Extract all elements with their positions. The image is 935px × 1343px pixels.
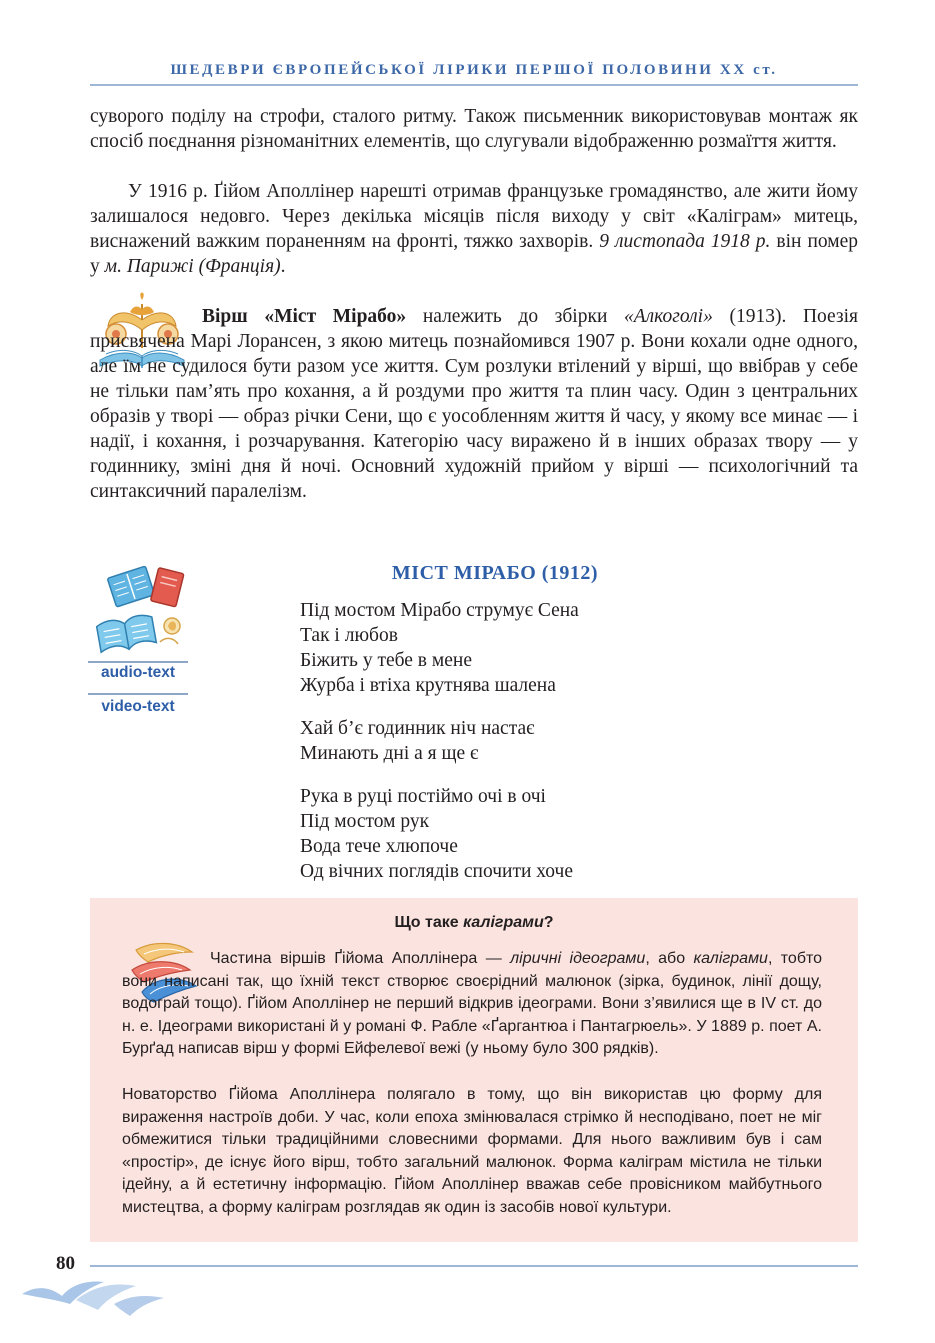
video-text-link[interactable]: video-text bbox=[101, 698, 175, 715]
running-head: ШЕДЕВРИ ЄВРОПЕЙСЬКОЇ ЛІРИКИ ПЕРШОЇ ПОЛОВИНИ XX ст. bbox=[170, 62, 778, 78]
poem-line: Вода тече хлюпоче bbox=[300, 836, 458, 857]
intro-paragraph-2: У 1916 р. Ґійом Аполлінер нарешті отримав французьке громадянство, але жити йому залишалося недовго. Через декілька місяців після виходу у світ «Каліграм» митець, виснажений важким пораненням на фронті, тяжко захворів. 9 листопада 1918 р. він помер у м. Парижі (Франція). bbox=[90, 181, 859, 277]
poem-line: Од вічних поглядів спочити хоче bbox=[300, 861, 573, 882]
video-link-rule bbox=[88, 693, 188, 695]
death-place: м. Парижі (Франція) bbox=[104, 256, 281, 277]
intro-paragraph-1: суворого поділу на строфи, сталого ритму. Також письменник використовував монтаж як спосіб поєднання різноманітних елементів, що слугували відображенню розмаїття життя. bbox=[90, 106, 858, 152]
poem-stanza-3 bbox=[300, 784, 573, 884]
poem-line: Під мостом Мірабо струмує Сена bbox=[300, 600, 579, 621]
poem-line: Хай б’є годинник ніч настає bbox=[300, 718, 535, 739]
about-poem-paragraph: Вірш «Міст Мірабо» належить до збірки «Алкоголі» (1913). Поезія присвячена Марі Лорансен, з якою митець познайомився 1907 р. Вони кохали одне одного, але їм не судилося бути разом усе життя. Сум розлуки втілений у вірші, що ввібрав у себе не тільки пам’ять про кохання, а й роздуми про життя та плин часу. Один з центральних образів у творі — образ річки Сени, що є уособленням життя й часу, у якому все минає — і надії, і кохання, і розчарування. Категорію часу виражено й в інших образах твору — у годиннику, зміні дня й ночі. Основний художній прийом у вірші — психологічний та синтаксичний паралелізм. bbox=[90, 306, 859, 502]
page-number: 80 bbox=[56, 1253, 75, 1274]
poem-line: Біжить у тебе в мене bbox=[300, 650, 472, 671]
info-box-paragraph-1: Частина віршів Ґійома Аполлінера — ліричні ідеограми, або каліграми, тобто вони написані так, що їхній текст створює своєрідний малюнок (зірка, будинок, лінії дощу, водограй тощо). Ґійом Аполлінер не перший відкрив ідеограми. Вони з’явилися ще в IV ст. до н. е. Ідеограми використані й у романі Ф. Рабле «Ґаргантюа і Пантагрюель». У 1889 р. поет А. Бурґад написав вірш у формі Ейфелевої вежі (у ньому було 300 рядків). bbox=[122, 950, 823, 1057]
footer-rule bbox=[90, 1265, 858, 1267]
poem-line: Під мостом рук bbox=[300, 811, 430, 832]
poem-stanza-2 bbox=[300, 716, 535, 766]
header-rule bbox=[90, 84, 858, 86]
audio-text-link[interactable]: audio-text bbox=[100, 664, 176, 681]
poem-line: Журба і втіха крутнява шалена bbox=[300, 675, 556, 696]
poem-line: Рука в руці постіймо очі в очі bbox=[300, 786, 546, 807]
info-box-title: Що таке каліграми? bbox=[394, 914, 554, 931]
flying-birds-icon bbox=[18, 1270, 168, 1318]
poem-stanza-1 bbox=[300, 598, 579, 698]
poem-name-lead: Вірш «Міст Мірабо» bbox=[202, 306, 407, 327]
books-icon bbox=[90, 562, 190, 658]
poem-line: Так і любов bbox=[300, 625, 398, 646]
collection-name: «Алкоголі» bbox=[624, 306, 713, 327]
audio-link-rule bbox=[88, 661, 188, 663]
death-date: 9 листопада 1918 р. bbox=[599, 231, 771, 252]
poem-line: Минають дні а я ще є bbox=[300, 743, 479, 764]
calligrams-info-box bbox=[90, 898, 858, 1242]
info-box-paragraph-2: Новаторство Ґійома Аполлінера полягало в тому, що він використав цю форму для вираження настроїв доби. У час, коли епоха змінювалася стрімко й несподівано, поет не міг обмежитися тільки традиційними словесними формами. Для нього важливим був і сам «простір», де існує його вірш, тобто загальний малюнок. Форма каліграм містила не тільки ідейну, а й естетичну інформацію. Ґійом Аполлінер вважав себе провісником майбутнього мистецтва, а форму каліграм розглядав як один із засобів нової культури. bbox=[122, 1086, 822, 1216]
poem-title: МІСТ МІРАБО (1912) bbox=[391, 562, 599, 584]
